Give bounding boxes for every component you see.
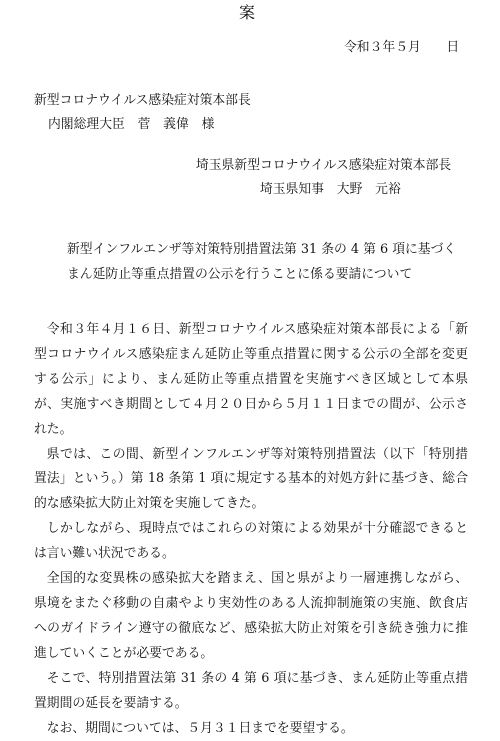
letter-date: 令和３年５月 日: [344, 40, 459, 56]
recipient-organization: 新型コロナウイルス感染症対策本部長: [34, 93, 251, 109]
sender-person: 埼玉県知事 大野 元裕: [260, 182, 401, 198]
body-paragraph: そこで、特別措置法第 31 条の 4 第 6 項に基づき、まん延防止等重点措置期間の延長を要請する。: [34, 667, 468, 717]
subject-line-1: 新型インフルエンザ等対策特別措置法第 31 条の 4 第 6 項に基づく: [67, 242, 456, 258]
recipient-person: 内閣総理大臣 菅 義偉 様: [48, 117, 214, 133]
letter-body: [34, 318, 468, 741]
body-paragraph: 県では、この間、新型インフルエンザ等対策特別措置法（以下「特別措置法」という。）第 18 条第 1 項に規定する基本的対処方針に基づき、総合的な感染拡大防止対策を実施してきた。: [34, 443, 468, 518]
draft-mark: 案: [239, 3, 255, 23]
sender-organization: 埼玉県新型コロナウイルス感染症対策本部長: [196, 158, 451, 174]
body-paragraph: 全国的な変異株の感染拡大を踏まえ、国と県がより一層連携しながら、県境をまたぐ移動の自粛やより実効性のある人流抑制施策の実施、飲食店へのガイドライン遵守の徹底など、感染拡大防止対策を引き続き強力に推進していくことが必要である。: [34, 567, 468, 667]
body-paragraph: なお、期間については、５月３１日までを要望する。: [34, 717, 468, 741]
body-paragraph: しかしながら、現時点ではこれらの対策による効果が十分確認できるとは言い難い状況である。: [34, 517, 468, 567]
subject-line-2: まん延防止等重点措置の公示を行うことに係る要請について: [67, 267, 412, 283]
body-paragraph: 令和３年４月１６日、新型コロナウイルス感染症対策本部長による「新型コロナウイルス感染症まん延防止等重点措置に関する公示の全部を変更する公示」により、まん延防止等重点措置を実施すべき区域として本県が、実施すべき期間として４月２０日から５月１１日までの間が、公示された。: [34, 318, 468, 443]
